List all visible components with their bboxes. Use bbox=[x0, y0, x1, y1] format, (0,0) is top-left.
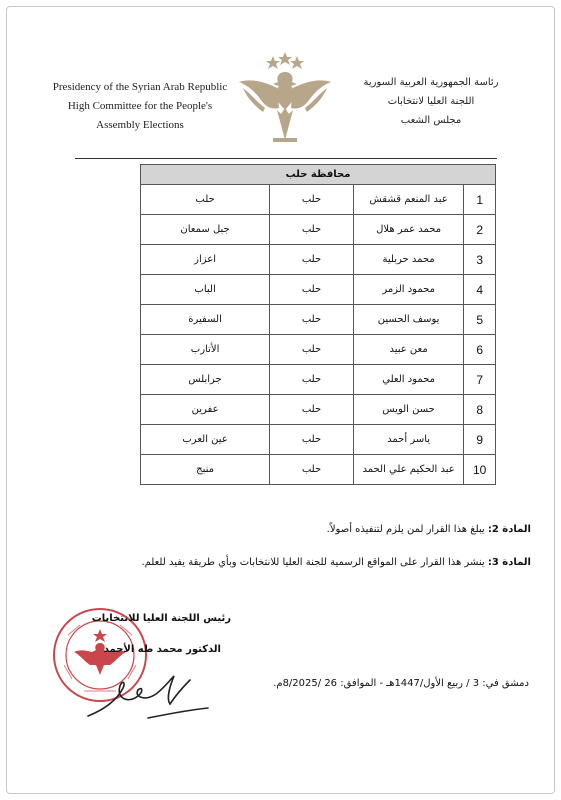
table-row bbox=[141, 335, 496, 365]
header-en-line-1: Presidency of the Syrian Arab Republic bbox=[52, 81, 228, 93]
area-cell: اعزاز bbox=[141, 245, 270, 275]
candidate-name: معن عبيد bbox=[353, 335, 463, 365]
table-row bbox=[141, 245, 496, 275]
row-number: 8 bbox=[464, 395, 496, 425]
handwritten-signature-icon bbox=[78, 658, 218, 728]
governorate-cell: حلب bbox=[270, 455, 354, 485]
row-number: 2 bbox=[464, 215, 496, 245]
signatory-name: الدكتور محمد طه الأحمد bbox=[103, 644, 221, 655]
article-2 bbox=[327, 524, 531, 535]
governorate-cell: حلب bbox=[270, 275, 354, 305]
candidate-name: محمد حربلية bbox=[353, 245, 463, 275]
table-row bbox=[141, 185, 496, 215]
header-ar-line-3: مجلس الشعب bbox=[400, 115, 462, 126]
table-title: محافظة حلب bbox=[141, 165, 496, 185]
area-cell: منبج bbox=[141, 455, 270, 485]
table-row bbox=[141, 365, 496, 395]
candidate-name: محمود العلي bbox=[353, 365, 463, 395]
governorate-cell: حلب bbox=[270, 395, 354, 425]
governorate-cell: حلب bbox=[270, 245, 354, 275]
governorate-cell: حلب bbox=[270, 425, 354, 455]
row-number: 7 bbox=[464, 365, 496, 395]
candidate-name: حسن الويس bbox=[353, 395, 463, 425]
row-number: 6 bbox=[464, 335, 496, 365]
issue-date: دمشق في: 3 / ربيع الأول/1447هـ - الموافق: 26 /8/2025م. bbox=[273, 678, 529, 689]
header-en-line-2: High Committee for the People's bbox=[67, 100, 213, 112]
area-cell: جبل سمعان bbox=[141, 215, 270, 245]
table-row bbox=[141, 455, 496, 485]
article-3-label: المادة 3: bbox=[487, 557, 531, 568]
article-2-text: يبلغ هذا القرار لمن يلزم لتنفيذه أصولاً. bbox=[326, 524, 488, 535]
row-number: 3 bbox=[464, 245, 496, 275]
article-3-text: ينشر هذا القرار على المواقع الرسمية للجنة العليا للانتخابات وبأي طريقة يفيد للعلم. bbox=[141, 557, 488, 568]
table-row bbox=[141, 395, 496, 425]
header-arabic bbox=[341, 73, 521, 130]
area-cell: السفيرة bbox=[141, 305, 270, 335]
article-3 bbox=[141, 557, 531, 568]
header-divider bbox=[75, 158, 497, 159]
header-ar-line-2: اللجنة العليا لانتخابات bbox=[387, 96, 475, 107]
row-number: 10 bbox=[464, 455, 496, 485]
candidate-name: عبد المنعم قشقش bbox=[353, 185, 463, 215]
table-row bbox=[141, 215, 496, 245]
syrian-eagle-emblem-icon bbox=[235, 48, 335, 158]
row-number: 1 bbox=[464, 185, 496, 215]
signatory-title: رئيس اللجنة العليا للانتخابات bbox=[91, 613, 231, 624]
table-row bbox=[141, 305, 496, 335]
header-english bbox=[40, 78, 240, 135]
area-cell: الأتارب bbox=[141, 335, 270, 365]
governorate-cell: حلب bbox=[270, 215, 354, 245]
table-row bbox=[141, 275, 496, 305]
governorate-cell: حلب bbox=[270, 305, 354, 335]
table-row bbox=[141, 425, 496, 455]
header-ar-line-1: رئاسة الجمهورية العربية السورية bbox=[363, 77, 499, 88]
area-cell: عفرين bbox=[141, 395, 270, 425]
header-en-line-3: Assembly Elections bbox=[96, 119, 184, 131]
candidate-name: محمد عمر هلال bbox=[353, 215, 463, 245]
area-cell: الباب bbox=[141, 275, 270, 305]
area-cell: عين العرب bbox=[141, 425, 270, 455]
candidate-name: يوسف الحسين bbox=[353, 305, 463, 335]
governorate-cell: حلب bbox=[270, 365, 354, 395]
row-number: 5 bbox=[464, 305, 496, 335]
article-2-label: المادة 2: bbox=[487, 524, 531, 535]
area-cell: حلب bbox=[141, 185, 270, 215]
row-number: 4 bbox=[464, 275, 496, 305]
area-cell: جرابلس bbox=[141, 365, 270, 395]
governorate-cell: حلب bbox=[270, 335, 354, 365]
candidate-name: محمود الزمر bbox=[353, 275, 463, 305]
row-number: 9 bbox=[464, 425, 496, 455]
candidate-name: ياسر أحمد bbox=[353, 425, 463, 455]
candidates-table bbox=[140, 164, 496, 485]
governorate-cell: حلب bbox=[270, 185, 354, 215]
candidate-name: عبد الحكيم علي الحمد bbox=[353, 455, 463, 485]
